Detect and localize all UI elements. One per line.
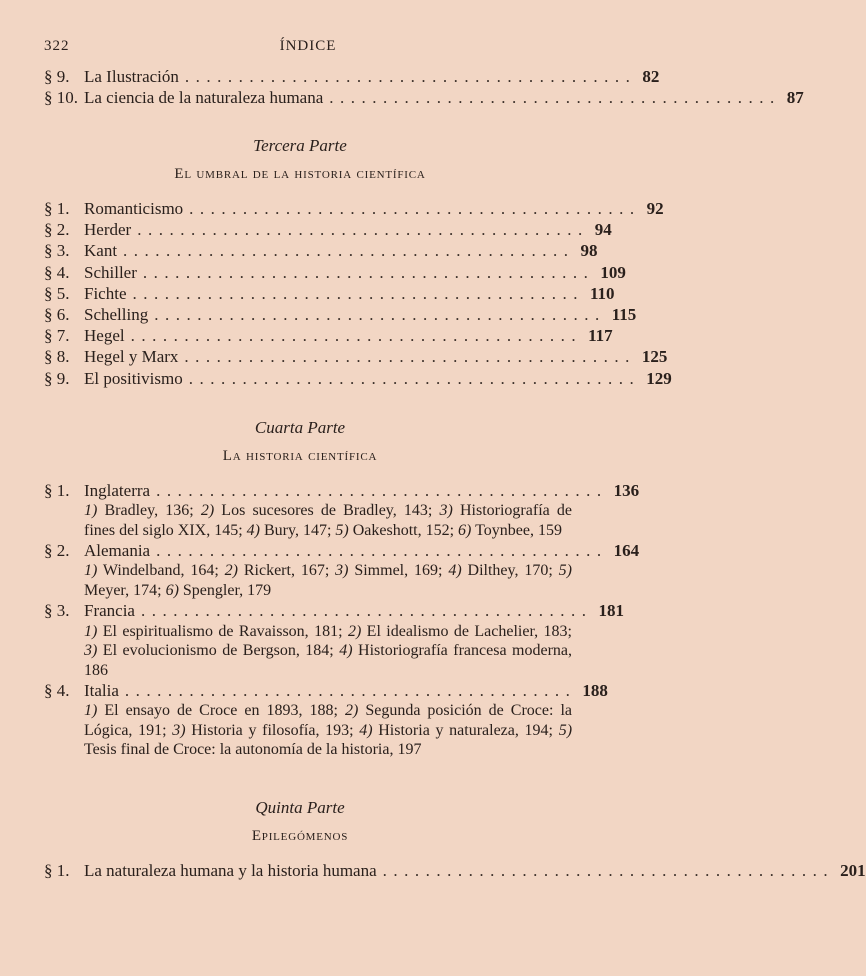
section-title: Schiller <box>84 262 137 282</box>
page-reference: 92 <box>646 199 664 218</box>
dot-leader: .......................................... <box>130 326 583 346</box>
part-subtitle: La historia científica <box>222 448 378 464</box>
section-title: El positivismo <box>84 368 183 388</box>
subentry-number: 1) <box>84 502 98 520</box>
page-reference: 110 <box>590 283 615 303</box>
dot-leader: .......................................... <box>184 67 637 86</box>
dot-leader: .......................................... <box>140 601 593 621</box>
subentry-number: 6) <box>165 581 179 599</box>
subentry-text: Tesis final de Croce: la autonomía de la historia, 197 <box>84 741 422 759</box>
section-title: Hegel y Marx <box>84 347 179 367</box>
part-title: Cuarta Parte <box>254 418 346 437</box>
toc-subentries <box>84 501 572 540</box>
toc-entry <box>44 346 668 367</box>
toc-entry <box>44 240 598 261</box>
subentry-number: 2) <box>347 622 362 640</box>
subentry-text: Los sucesores de Bradley, 143; <box>214 502 440 520</box>
toc-subentries <box>84 701 572 760</box>
subentry-text: Oakeshott, 152; <box>348 521 459 539</box>
dot-leader: .......................................... <box>123 241 575 261</box>
dot-leader: .......................................... <box>184 347 636 367</box>
subentry-text: Historia y filosofía, 193; <box>185 721 360 739</box>
toc-entry <box>44 480 640 501</box>
page-reference: 201 <box>840 861 866 880</box>
subentry-text: Rickert, 167; <box>237 562 336 580</box>
subentry-number: 3) <box>172 721 186 739</box>
dot-leader: .......................................... <box>137 220 589 240</box>
dot-leader: .......................................... <box>154 304 606 324</box>
section-number: § 7. <box>44 326 70 346</box>
toc-entry <box>44 680 608 701</box>
subentry-number: 3) <box>335 562 349 580</box>
section-number: § 8. <box>44 347 70 367</box>
page-reference: 94 <box>594 220 612 240</box>
subentry-text: Spengler, 179 <box>178 581 272 599</box>
toc-entry <box>44 283 615 304</box>
page-reference: 129 <box>646 368 672 388</box>
toc-entry <box>44 262 626 283</box>
subentry-number: 4) <box>339 642 353 660</box>
page-reference: 188 <box>582 681 608 701</box>
toc-entry <box>44 87 804 108</box>
section-title: Inglaterra <box>84 481 151 500</box>
dot-leader: .......................................... <box>329 88 781 108</box>
page-reference: 117 <box>588 326 613 346</box>
toc-entry <box>44 600 624 621</box>
subentry-number: 6) <box>458 521 472 539</box>
section-title: Alemania <box>84 541 151 561</box>
section-number: § 9. <box>44 368 70 388</box>
toc-part-3 <box>44 198 672 389</box>
page-reference: 87 <box>786 88 804 108</box>
part-title: Quinta Parte <box>255 798 345 817</box>
running-title: ÍNDICE <box>279 38 337 54</box>
subentry-text: El ensayo de Croce en 1893, 188; <box>97 702 345 720</box>
section-number: § 6. <box>44 304 70 324</box>
subentry-text: El espiritualismo de Ravaisson, 181; <box>97 622 348 640</box>
section-title: La ciencia de la naturaleza humana <box>84 88 324 108</box>
dot-leader: .......................................... <box>132 283 584 303</box>
subentry-text: Historiografía de fines del siglo XIX, 145; <box>84 502 572 539</box>
section-number: § 4. <box>44 262 70 282</box>
subentry-number: 2) <box>224 562 238 580</box>
section-title: Romanticismo <box>84 199 184 218</box>
page-header <box>44 38 572 62</box>
subentry-number: 5) <box>558 721 573 739</box>
section-number: § 3. <box>44 241 70 261</box>
page-reference: 115 <box>611 304 637 324</box>
subentry-text: Bradley, 136; <box>97 502 201 520</box>
toc-subentries <box>84 622 572 681</box>
section-number: § 9. <box>44 67 70 86</box>
section-number: § 5. <box>44 283 70 303</box>
toc-entry <box>44 860 866 881</box>
section-number: § 1. <box>44 199 70 218</box>
subentry-number: 1) <box>84 702 98 720</box>
section-number: § 2. <box>44 220 70 240</box>
section-title: La Ilustración <box>84 67 179 86</box>
section-title: Italia <box>84 681 119 701</box>
subentry-number: 2) <box>200 502 215 520</box>
toc-entry <box>44 325 613 346</box>
subentry-text: Simmel, 169; <box>348 562 449 580</box>
subentry-number: 1) <box>84 562 98 580</box>
subentry-text: Windelband, 164; <box>97 562 225 580</box>
page-reference: 164 <box>613 541 640 561</box>
dot-leader: .......................................... <box>156 541 608 561</box>
section-number: § 4. <box>44 681 70 701</box>
page-reference: 98 <box>580 241 598 261</box>
subentry-text: El evolucionismo de Bergson, 184; <box>97 642 340 660</box>
subentry-text: Toynbee, 159 <box>471 521 562 539</box>
subentry-number: 5) <box>335 521 349 539</box>
dot-leader: .......................................... <box>156 481 608 500</box>
page-reference: 136 <box>613 481 640 500</box>
section-number: § 10. <box>44 88 78 108</box>
section-number: § 2. <box>44 541 70 561</box>
part-subtitle: Epilegómenos <box>251 828 349 844</box>
section-title: Hegel <box>84 326 125 346</box>
subentry-number: 4) <box>246 521 260 539</box>
toc-entry <box>44 540 640 561</box>
page-reference: 181 <box>598 601 624 621</box>
subentry-text: Segunda posición de Croce: la Lógica, 191; <box>84 702 572 739</box>
section-number: § 1. <box>44 861 70 880</box>
dot-leader: .......................................... <box>382 861 835 880</box>
subentry-text: Bury, 147; <box>259 521 336 539</box>
toc-entry <box>44 66 660 87</box>
section-title: La naturaleza humana y la historia humana <box>84 861 377 880</box>
page-reference: 82 <box>642 67 660 86</box>
section-title: Francia <box>84 601 135 621</box>
section-number: § 3. <box>44 601 70 621</box>
dot-leader: .......................................... <box>124 681 577 701</box>
subentry-text: Dilthey, 170; <box>461 562 559 580</box>
toc-entry <box>44 219 612 240</box>
section-number: § 1. <box>44 481 70 500</box>
page-reference: 109 <box>600 262 626 282</box>
toc-subentries <box>84 561 572 600</box>
part-title: Tercera Parte <box>253 136 347 155</box>
subentry-number: 1) <box>84 622 98 640</box>
subentry-text: Historiografía francesa moderna, 186 <box>84 642 573 679</box>
toc-group-continued <box>44 66 804 108</box>
subentry-number: 4) <box>359 721 373 739</box>
toc-entry <box>44 368 672 389</box>
subentry-number: 3) <box>84 642 98 660</box>
toc-entry <box>44 198 664 219</box>
section-title: Schelling <box>84 304 149 324</box>
subentry-number: 2) <box>344 702 359 720</box>
section-title: Fichte <box>84 283 127 303</box>
subentry-number: 3) <box>439 502 453 520</box>
page-reference: 125 <box>641 347 668 367</box>
page-number: 322 <box>44 38 70 54</box>
toc-part-5 <box>44 860 866 881</box>
subentry-number: 4) <box>448 562 462 580</box>
dot-leader: .......................................... <box>189 199 641 218</box>
dot-leader: .......................................... <box>142 262 595 282</box>
subentry-number: 5) <box>558 562 572 580</box>
subentry-text: El idealismo de Lachelier, 183; <box>361 622 573 640</box>
section-title: Kant <box>84 241 118 261</box>
subentry-text: Meyer, 174; <box>84 581 166 599</box>
part-subtitle: El umbral de la historia científica <box>174 166 426 182</box>
toc-part-4 <box>44 480 640 760</box>
subentry-text: Historia y naturaleza, 194; <box>372 721 559 739</box>
section-title: Herder <box>84 220 132 240</box>
dot-leader: .......................................... <box>188 368 641 388</box>
toc-entry <box>44 304 637 325</box>
